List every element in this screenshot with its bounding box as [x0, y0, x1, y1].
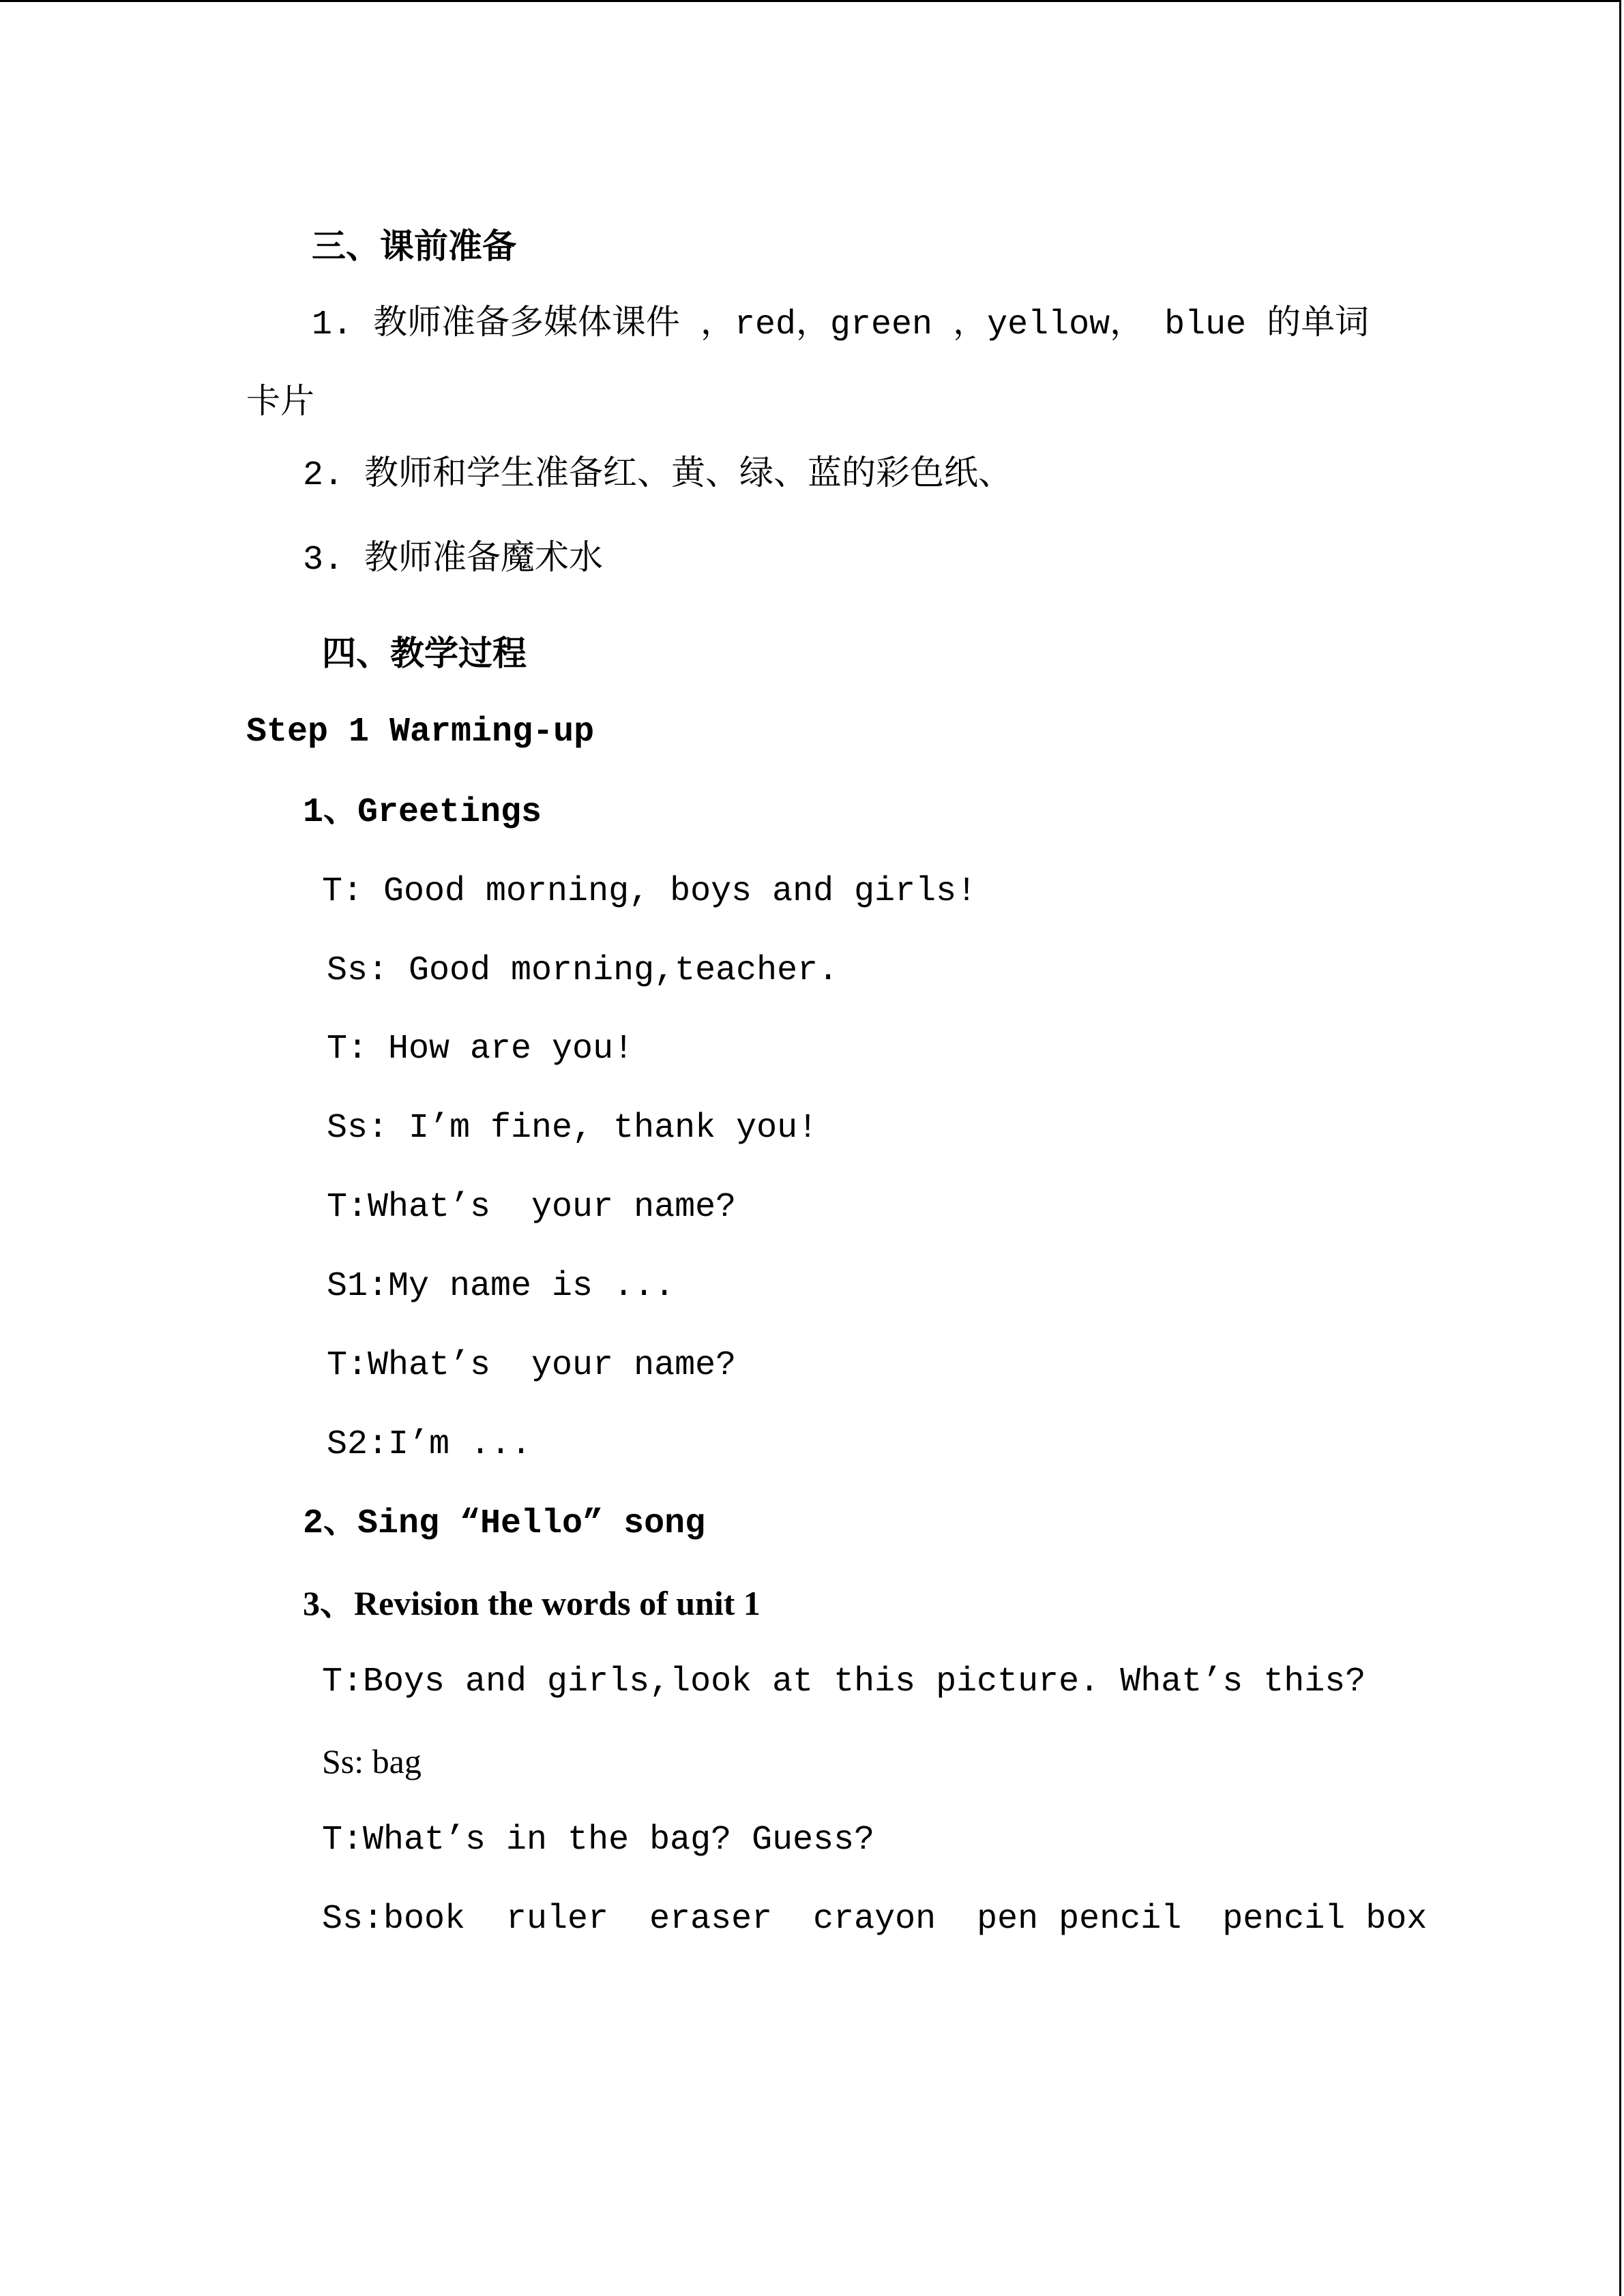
preparation-heading: 三、课前准备 — [312, 226, 516, 266]
dialogue-line: T:What’s your name? — [327, 1346, 737, 1385]
step-title: Step 1 Warming-up — [246, 713, 595, 751]
dialogue-line: T:What’s your name? — [327, 1188, 737, 1227]
dialogue-line: Ss: Good morning,teacher. — [327, 951, 839, 990]
dialogue-line: Ss: I’m fine, thank you! — [327, 1109, 818, 1148]
dialogue-line: T:Boys and girls,look at this picture. What’s this? — [322, 1663, 1366, 1701]
revision-title: 3、Revision the words of unit 1 — [303, 1584, 761, 1622]
dialogue-line: T: Good morning, boys and girls! — [322, 872, 977, 911]
greetings-title: 1、Greetings — [303, 793, 542, 832]
dialogue-line: Ss:book ruler eraser crayon pen pencil pencil box — [322, 1900, 1428, 1939]
preparation-item-2: 2. 教师和学生准备红、黄、绿、蓝的彩色纸、 — [303, 456, 1013, 495]
dialogue-line: T: How are you! — [327, 1030, 634, 1069]
dialogue-line: T:What’s in the bag? Guess? — [322, 1821, 875, 1860]
dialogue-line: S1:My name is ... — [327, 1267, 675, 1306]
process-heading: 四、教学过程 — [322, 633, 527, 673]
dialogue-line: S2:I’m ... — [327, 1425, 532, 1464]
preparation-item-3: 3. 教师准备魔术水 — [303, 541, 604, 580]
preparation-item-1-line-1: 1. 教师准备多媒体课件 ，red，green ，yellow， blue 的单词 — [312, 305, 1370, 344]
dialogue-line: Ss: bag — [322, 1742, 422, 1780]
song-title: 2、Sing “Hello” song — [303, 1504, 706, 1543]
preparation-item-1-line-2: 卡片 — [246, 385, 314, 423]
